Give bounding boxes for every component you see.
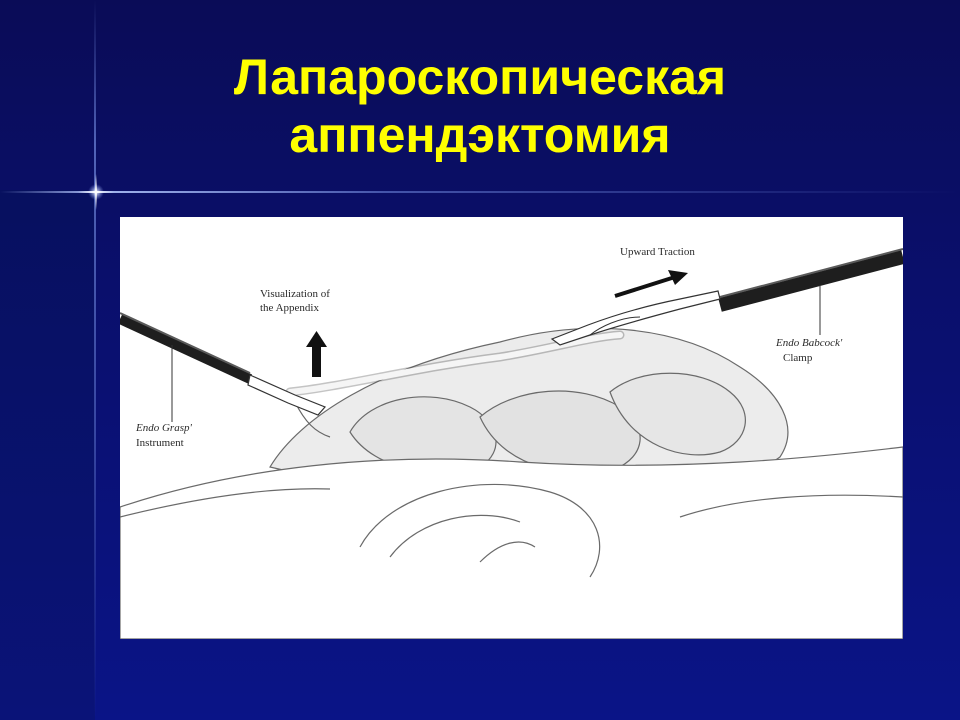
babcock-clamp-drawing [552,249,903,345]
label-endo-babcock-1: Endo Babcock' [776,337,843,349]
slide-title [0,48,960,164]
label-upward-traction: Upward Traction [620,246,695,258]
title-line-1: Лапароскопическая [233,49,727,105]
surgical-illustration [120,217,903,639]
label-endo-grasp-2: Instrument [136,437,184,449]
traction-arrow-icon [615,270,688,296]
grasp-instrument-drawing [120,313,325,422]
left-decor-panel [0,190,95,720]
illustration-canvas [120,217,903,639]
label-endo-babcock-2: Clamp [783,352,813,364]
title-line-2: аппендэктомия [289,107,671,163]
label-endo-grasp-1: Endo Grasp' [136,422,192,434]
up-arrow-icon [306,331,327,377]
sparkle-icon [78,174,114,210]
decor-horizontal-line [0,191,960,193]
label-visualization-2: the Appendix [260,302,319,314]
label-visualization-1: Visualization of [260,288,330,300]
